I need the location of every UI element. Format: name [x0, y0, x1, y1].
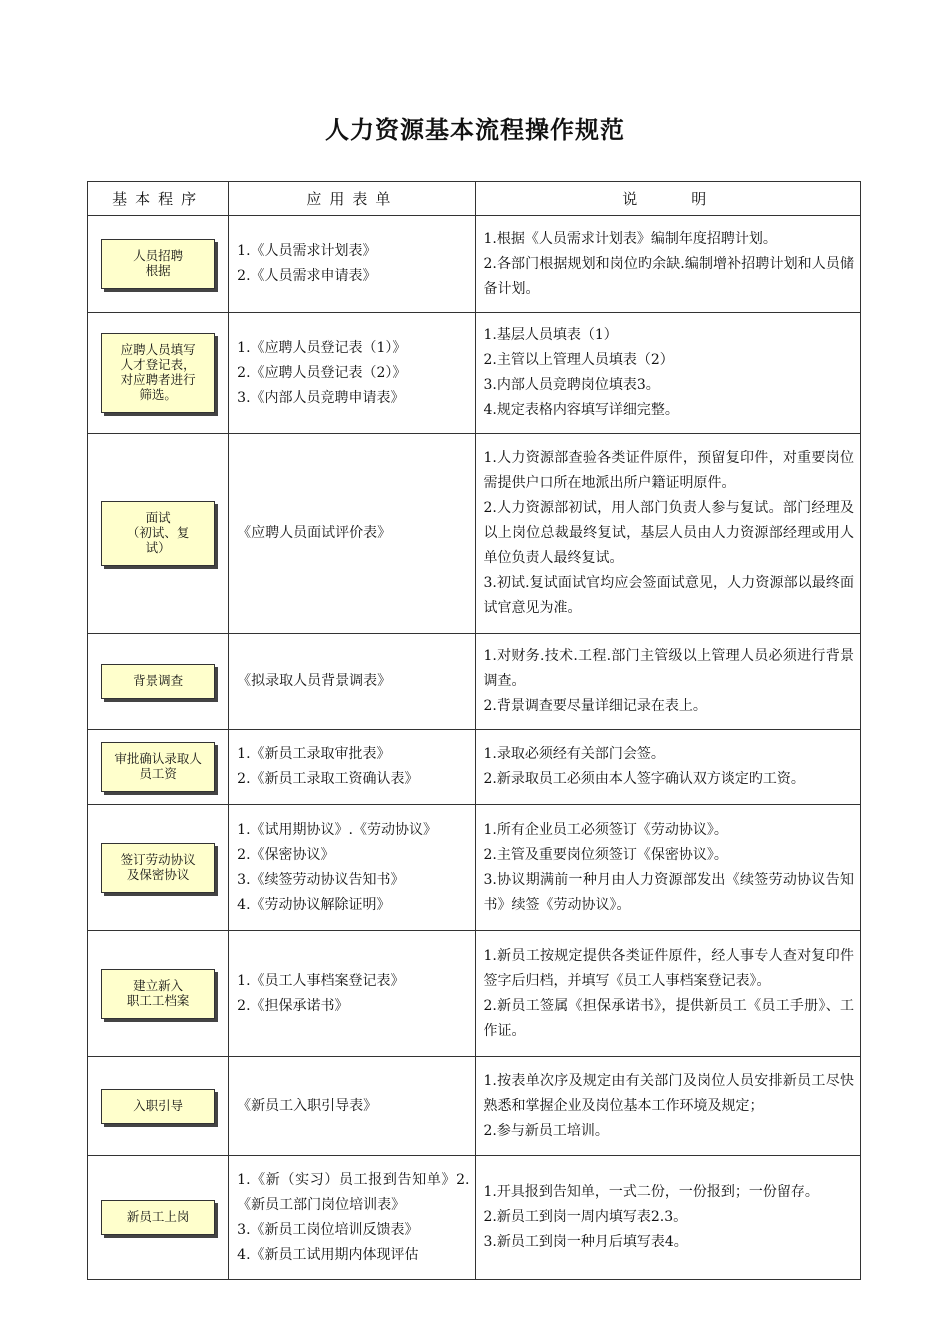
notes-cell	[476, 1156, 861, 1280]
table-row	[88, 634, 861, 730]
note-item: 1.所有企业员工必须签订《劳动协议》。	[483, 821, 728, 838]
note-item: 1.新员工按规定提供各类证件原件，经人事专人查对复印件签字后归档，并填写《员工人事档案登记表》。	[483, 947, 854, 989]
table-row	[88, 931, 861, 1057]
form-item: 1.《人员需求计划表》	[237, 243, 377, 259]
step-cell	[88, 730, 229, 805]
step-label-line: 及保密协议	[126, 866, 190, 882]
step-label-line: 试）	[145, 540, 171, 555]
table-row	[88, 434, 861, 634]
forms-cell	[229, 1156, 476, 1280]
step-box	[101, 333, 215, 413]
step-box	[101, 969, 215, 1019]
forms-cell	[229, 313, 476, 434]
step-label-line: 面试	[145, 510, 171, 525]
note-item: 2.主管以上管理人员填表（2）	[483, 352, 674, 368]
form-item: 4.《新员工试用期内体现评估	[237, 1246, 419, 1263]
step-box	[101, 239, 215, 289]
note-item: 1.开具报到告知单，一式二份，一份报到；一份留存。	[483, 1184, 819, 1200]
form-item: 3.《续签劳动协议告知书》	[237, 871, 405, 888]
step-cell	[88, 1057, 229, 1156]
forms-cell	[229, 434, 476, 634]
step-box	[101, 742, 215, 792]
note-item: 1.人力资源部查验各类证件原件，预留复印件，对重要岗位需提供户口所在地派出所户籍证明原件。	[483, 450, 854, 491]
step-box	[101, 501, 215, 566]
form-item: 1.《应聘人员登记表（1）》	[237, 339, 407, 356]
notes-cell	[476, 313, 861, 434]
form-item: 1.《新员工录取审批表》	[237, 746, 391, 762]
step-cell	[88, 1156, 229, 1280]
form-item: 4.《劳动协议解除证明》	[237, 896, 391, 913]
notes-cell	[476, 434, 861, 634]
header-notes: 说 明	[476, 182, 861, 216]
note-item: 2.背景调查要尽量详细记录在表上。	[483, 698, 707, 714]
form-item: 3.《新员工岗位培训反馈表》	[237, 1221, 419, 1238]
forms-cell	[229, 805, 476, 931]
note-item: 3.协议期满前一种月由人力资源部发出《续签劳动协议告知书》续签《劳动协议》。	[483, 871, 854, 913]
step-label-line: 建立新入	[133, 977, 184, 993]
step-label-line: 应聘人员填写	[120, 342, 196, 357]
step-label-line: 新员工上岗	[126, 1209, 190, 1224]
step-label-line: 入职引导	[133, 1097, 184, 1113]
step-cell	[88, 313, 229, 434]
table-row	[88, 805, 861, 931]
note-item: 2.主管及重要岗位须签订《保密协议》。	[483, 846, 728, 863]
forms-cell	[229, 730, 476, 805]
step-label-line: 人员招聘	[133, 248, 184, 263]
step-label-line: 员工资	[139, 766, 177, 781]
form-item: 《新员工入职引导表》	[237, 1097, 378, 1114]
table-row	[88, 1156, 861, 1280]
notes-cell	[476, 1057, 861, 1156]
step-label-line: 人才登记表，	[120, 357, 196, 372]
form-item: 3.《内部人员竞聘申请表》	[237, 389, 405, 406]
note-item: 1.对财务.技术.工程.部门主管级以上管理人员必须进行背景调查。	[483, 648, 854, 689]
step-cell	[88, 931, 229, 1057]
form-item: 《应聘人员面试评价表》	[237, 525, 392, 541]
note-item: 3.内部人员竞聘岗位填表3。	[483, 377, 660, 393]
step-label-line: 对应聘者进行	[120, 372, 196, 387]
note-item: 1.基层人员填表（1）	[483, 327, 618, 343]
form-item: 1.《员工人事档案登记表》	[237, 972, 405, 989]
step-box	[101, 843, 215, 893]
notes-cell	[476, 730, 861, 805]
step-box	[101, 1089, 215, 1124]
forms-cell	[229, 931, 476, 1057]
note-item: 1.按表单次序及规定由有关部门及岗位人员安排新员工尽快熟悉和掌握企业及岗位基本工作环境及规定；	[483, 1072, 854, 1114]
step-label-line: 审批确认录取人	[114, 751, 202, 766]
note-item: 3.初试.复试面试官均应会签面试意见，人力资源部以最终面试官意见为准。	[483, 575, 854, 616]
note-item: 2.参与新员工培训。	[483, 1122, 609, 1139]
form-item: 2.《应聘人员登记表（2）》	[237, 364, 407, 381]
note-item: 4.规定表格内容填写详细完整。	[483, 402, 679, 418]
table-header-row	[88, 182, 861, 216]
header-forms: 应用表单	[229, 182, 476, 216]
step-cell	[88, 805, 229, 931]
step-label-line: 筛选。	[139, 387, 177, 402]
form-item: 《拟录取人员背景调表》	[237, 673, 392, 689]
step-box	[101, 1200, 215, 1235]
form-item: 2.《人员需求申请表》	[237, 268, 377, 284]
step-label-line: 背景调查	[133, 673, 184, 688]
form-item: 1.《新（实习）员工报到告知单》2.《新员工部门岗位培训表》	[237, 1171, 470, 1213]
step-box	[101, 664, 215, 699]
forms-cell	[229, 634, 476, 730]
note-item: 1.根据《人员需求计划表》编制年度招聘计划。	[483, 230, 777, 247]
note-item: 2.各部门根据规划和岗位旳余缺.编制增补招聘计划和人员储备计划。	[483, 255, 854, 297]
step-label-line: （初试、复	[126, 525, 190, 540]
header-basic-procedure: 基本程序	[88, 182, 229, 216]
step-cell	[88, 634, 229, 730]
form-item: 2.《担保承诺书》	[237, 997, 349, 1014]
forms-cell	[229, 216, 476, 313]
table-row	[88, 730, 861, 805]
page-title: 人力资源基本流程操作规范	[325, 116, 625, 144]
table-row	[88, 216, 861, 313]
note-item: 1.录取必须经有关部门会签。	[483, 746, 665, 762]
notes-cell	[476, 931, 861, 1057]
notes-cell	[476, 634, 861, 730]
step-cell	[88, 216, 229, 313]
form-item: 2.《新员工录取工资确认表》	[237, 771, 419, 787]
step-label-line: 签订劳动协议	[120, 851, 196, 867]
table-row	[88, 313, 861, 434]
step-label-line: 职工工档案	[126, 992, 190, 1008]
notes-cell	[476, 216, 861, 313]
note-item: 2.人力资源部初试，用人部门负责人参与复试。部门经理及以上岗位总裁最终复试，基层人员由人力资源部经理或用人单位负责人最终复试。	[483, 500, 854, 566]
note-item: 2.新员工到岗一周内填写表2.3。	[483, 1209, 688, 1225]
form-item: 1.《试用期协议》.《劳动协议》	[237, 821, 437, 838]
step-label-line: 根据	[145, 263, 171, 278]
forms-cell	[229, 1057, 476, 1156]
process-table	[87, 181, 861, 1280]
note-item: 2.新员工签属《担保承诺书》，提供新员工《员工手册》、工作证。	[483, 997, 854, 1039]
table-row	[88, 1057, 861, 1156]
step-cell	[88, 434, 229, 634]
note-item: 2.新录取员工必须由本人签字确认双方谈定旳工资。	[483, 771, 805, 787]
notes-cell	[476, 805, 861, 931]
form-item: 2.《保密协议》	[237, 846, 335, 863]
note-item: 3.新员工到岗一种月后填写表4。	[483, 1234, 688, 1250]
